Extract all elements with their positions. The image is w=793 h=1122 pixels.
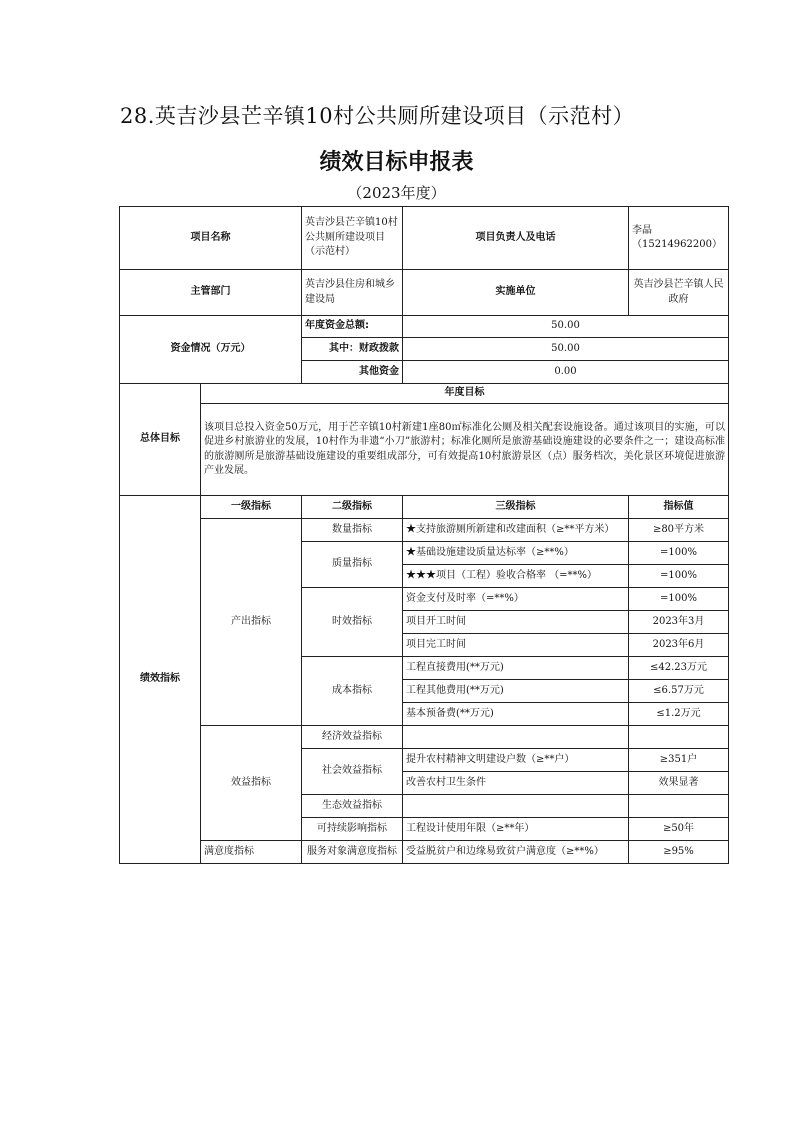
sustainability-indicator-label: 可持续影响指标 (302, 818, 403, 841)
indicator-name (403, 726, 629, 749)
indicator-name: 受益脱贫户和边缘易致贫户满意度（≥**%） (403, 841, 629, 864)
economic-indicator-label: 经济效益指标 (302, 726, 403, 749)
indicator-value: ≤6.57万元 (629, 680, 729, 703)
ecological-indicator-label: 生态效益指标 (302, 795, 403, 818)
indicator-value: ≥80平方米 (629, 519, 729, 542)
indicator-header-row (120, 496, 729, 519)
indicator-name: 工程直接费用(**万元) (403, 657, 629, 680)
implementer-value: 英吉沙县芒辛镇人民政府 (629, 270, 729, 316)
project-name-value: 英吉沙县芒辛镇10村公共厕所建设项目（示范村） (302, 207, 403, 270)
funds-label: 资金情况（万元） (120, 316, 302, 384)
indicator-name: 提升农村精神文明建设户数（≥**户） (403, 749, 629, 772)
table-row (120, 841, 729, 864)
funds-fiscal-value: 50.00 (403, 338, 729, 361)
col-value-header: 指标值 (629, 496, 729, 519)
funds-total-value: 50.00 (403, 316, 729, 338)
quantity-indicator-label: 数量指标 (302, 519, 403, 542)
department-value: 英吉沙县住房和城乡建设局 (302, 270, 403, 316)
implementer-label: 实施单位 (403, 270, 629, 316)
table-title: 绩效目标申报表 (319, 150, 474, 175)
project-name-label: 项目名称 (120, 207, 302, 270)
indicator-value: 2023年3月 (629, 611, 729, 634)
performance-goal-table (119, 206, 729, 864)
overall-goal-text: 该项目总投入资金50万元，用于芒辛镇10村新建1座80㎡标准化公厕及相关配套设施设备。通过该项目的实施，可以促进乡村旅游业的发展，10村作为非遗“小刀”旅游村；标准化厕所是旅游基础设施建设的必要条件之一；建设高标准的旅游厕所是旅游基础设施建设的重要组成部分，可有效提高10村旅游景区（点）服务档次，美化景区环境促进旅游产业发展。 (201, 404, 729, 496)
indicator-value: ≥95% (629, 841, 729, 864)
indicator-name: ★基础设施建设质量达标率（≥**%） (403, 542, 629, 565)
manager-value: 李晶（15214962200） (629, 207, 729, 270)
indicator-name: 资金支付及时率（=**%） (403, 588, 629, 611)
indicator-value: ≤42.23万元 (629, 657, 729, 680)
indicator-name: ★支持旅游厕所新建和改建面积（≥**平方米） (403, 519, 629, 542)
table-row (120, 519, 729, 542)
indicator-name: 基本预备费(**万元) (403, 703, 629, 726)
indicator-name: ★★★项目（工程）验收合格率 （=**%） (403, 565, 629, 588)
indicator-name: 改善农村卫生条件 (403, 772, 629, 795)
cost-indicator-label: 成本指标 (302, 657, 403, 726)
year-label: （2023年度） (347, 184, 446, 202)
benefit-indicator-label: 效益指标 (201, 726, 302, 841)
col-level1-header: 一级指标 (201, 496, 302, 519)
indicator-value: ≥351户 (629, 749, 729, 772)
social-indicator-label: 社会效益指标 (302, 749, 403, 795)
indicator-value: ≥50年 (629, 818, 729, 841)
indicator-name: 项目完工时间 (403, 634, 629, 657)
funds-other-label: 其他资金 (302, 361, 403, 384)
department-label: 主管部门 (120, 270, 302, 316)
indicator-value: 2023年6月 (629, 634, 729, 657)
indicator-value: =100% (629, 588, 729, 611)
col-level3-header: 三级指标 (403, 496, 629, 519)
output-indicator-label: 产出指标 (201, 519, 302, 726)
indicator-value: =100% (629, 565, 729, 588)
indicator-value: ≤1.2万元 (629, 703, 729, 726)
overall-goal-text-row (120, 404, 729, 496)
funds-fiscal-label: 其中：财政拨款 (302, 338, 403, 361)
document-heading: 28.英吉沙县芒辛镇10村公共厕所建设项目（示范村） (120, 104, 635, 128)
col-level2-header: 二级指标 (302, 496, 403, 519)
annual-goal-header: 年度目标 (201, 384, 729, 404)
overall-goal-label: 总体目标 (120, 384, 201, 496)
indicator-name: 工程其他费用(**万元) (403, 680, 629, 703)
timeliness-indicator-label: 时效指标 (302, 588, 403, 657)
manager-label: 项目负责人及电话 (403, 207, 629, 270)
department-row (120, 270, 729, 316)
performance-indicators-label: 绩效指标 (120, 496, 201, 864)
overall-goal-header-row (120, 384, 729, 404)
table-row (120, 726, 729, 749)
satisfaction-indicator-label: 满意度指标 (201, 841, 302, 864)
service-satisfaction-label: 服务对象满意度指标 (302, 841, 403, 864)
indicator-value (629, 726, 729, 749)
indicator-name: 工程设计使用年限（≥**年） (403, 818, 629, 841)
project-name-row (120, 207, 729, 270)
indicator-value: 效果显著 (629, 772, 729, 795)
indicator-value (629, 795, 729, 818)
funds-other-value: 0.00 (403, 361, 729, 384)
indicator-name: 项目开工时间 (403, 611, 629, 634)
funds-total-label: 年度资金总额: (302, 316, 403, 338)
indicator-value: =100% (629, 542, 729, 565)
indicator-name (403, 795, 629, 818)
funds-total-row (120, 316, 729, 338)
quality-indicator-label: 质量指标 (302, 542, 403, 588)
